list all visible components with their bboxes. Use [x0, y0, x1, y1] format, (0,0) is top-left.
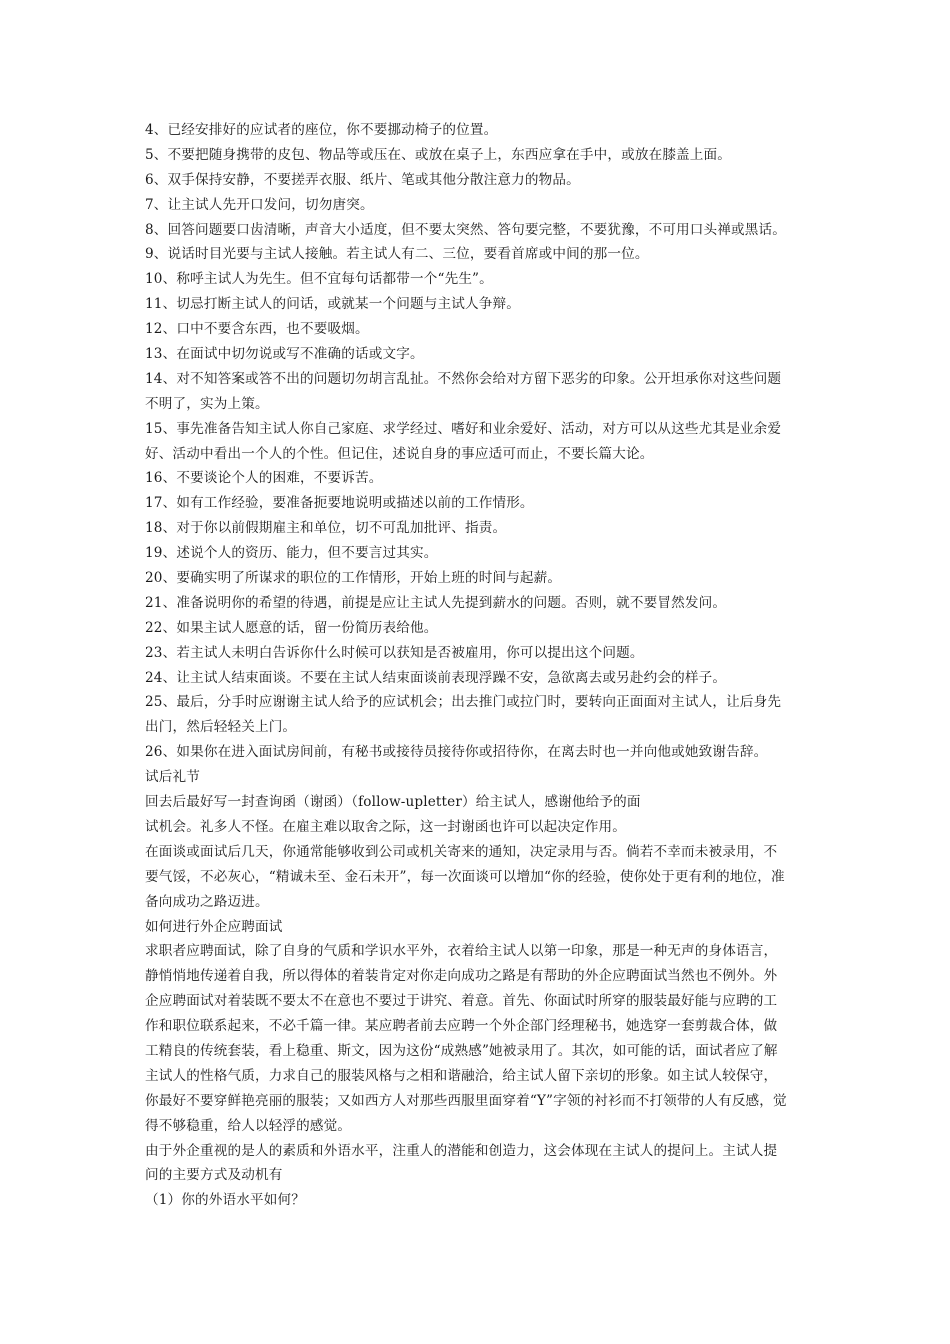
text-line: 12、口中不要含东西，也不要吸烟。 — [145, 321, 369, 338]
text-line: 在面谈或面试后几天，你通常能够收到公司或机关寄来的通知，决定录用与否。倘若不幸而未被录用，不 — [145, 843, 778, 860]
text-line: 10、称呼主试人为先生。但不宜每句话都带一个“先生”。 — [145, 271, 493, 288]
document-page — [145, 118, 809, 1213]
text-line: 19、述说个人的资历、能力，但不要言过其实。 — [145, 545, 438, 562]
text-line: 要气馁，不必灰心，“精诚未至、金石未开”，每一次面谈可以增加“你的经验，使你处于更有利的地位，准 — [145, 868, 785, 885]
text-line: 你最好不要穿鲜艳亮丽的服装；又如西方人对那些西服里面穿着“Y”字领的衬衫而不打领带的人有反感，觉 — [145, 1092, 787, 1109]
text-line: 13、在面试中切勿说或写不准确的话或文字。 — [145, 346, 424, 363]
text-line: 好、活动中看出一个人的个性。但记住，述说自身的事应适可而止，不要长篇大论。 — [145, 445, 654, 462]
text-line: 回去后最好写一封查询函（谢函）（follow-upletter）给主试人，感谢他给予的面 — [145, 794, 641, 811]
text-line: 主试人的性格气质，力求自己的服装风格与之相和谐融洽，给主试人留下亲切的形象。如主试人较保守， — [145, 1067, 778, 1084]
text-line: 15、事先准备告知主试人你自己家庭、求学经过、嗜好和业余爱好、活动，对方可以从这些尤其是业余爱 — [145, 420, 782, 437]
text-line: 得不够稳重，给人以轻浮的感觉。 — [145, 1117, 352, 1134]
text-line: 不明了，实为上策。 — [145, 395, 269, 412]
text-line: 23、若主试人未明白告诉你什么时候可以获知是否被雇用，你可以提出这个问题。 — [145, 644, 644, 661]
text-line: 问的主要方式及动机有 — [145, 1167, 283, 1184]
text-line: 试机会。礼多人不怪。在雇主难以取舍之际，这一封谢函也许可以起决定作用。 — [145, 818, 627, 835]
text-line: 出门，然后轻轻关上门。 — [145, 719, 297, 736]
text-line: 24、让主试人结束面谈。不要在主试人结束面谈前表现浮躁不安，急欲离去或另赴约会的样子。 — [145, 669, 727, 686]
text-line: 5、不要把随身携带的皮包、物品等或压在、或放在桌子上，东西应拿在手中，或放在膝盖上面。 — [145, 146, 732, 163]
text-line: 17、如有工作经验，要准备扼要地说明或描述以前的工作情形。 — [145, 495, 534, 512]
text-line: 11、切忌打断主试人的问话，或就某一个问题与主试人争辩。 — [145, 296, 520, 313]
section-heading: 如何进行外企应聘面试 — [145, 918, 283, 935]
text-line: 22、如果主试人愿意的话，留一份简历表给他。 — [145, 619, 438, 636]
text-line: 20、要确实明了所谋求的职位的工作情形，开始上班的时间与起薪。 — [145, 570, 562, 587]
text-line: 6、双手保持安静，不要搓弄衣服、纸片、笔或其他分散注意力的物品。 — [145, 171, 580, 188]
text-line: 14、对不知答案或答不出的问题切勿胡言乱扯。不然你会给对方留下恶劣的印象。公开坦承你对这些问题 — [145, 370, 782, 387]
text-line: 作和职位联系起来，不必千篇一律。某应聘者前去应聘一个外企部门经理秘书，她选穿一套剪裁合体，做 — [145, 1018, 778, 1035]
section-heading: 试后礼节 — [145, 769, 200, 786]
text-line: 备向成功之路迈进。 — [145, 893, 269, 910]
text-line: 静悄悄地传递着自我，所以得体的着装肯定对你走向成功之路是有帮助的外企应聘面试当然也不例外。外 — [145, 968, 778, 985]
text-line: 18、对于你以前假期雇主和单位，切不可乱加批评、指责。 — [145, 520, 507, 537]
text-line: 4、已经安排好的应试者的座位，你不要挪动椅子的位置。 — [145, 122, 498, 138]
text-line: 25、最后，分手时应谢谢主试人给予的应试机会；出去推门或拉门时，要转向正面面对主试人，让后身先 — [145, 694, 782, 711]
text-line: 21、准备说明你的希望的待遇，前提是应让主试人先提到薪水的问题。否则，就不要冒然发问。 — [145, 594, 727, 611]
text-line: 求职者应聘面试，除了自身的气质和学识水平外，衣着给主试人以第一印象，那是一种无声的身体语言， — [145, 943, 778, 960]
text-line: 7、让主试人先开口发问，切勿唐突。 — [145, 196, 374, 213]
text-line: 工精良的传统套装，看上稳重、斯文，因为这份“成熟感”她被录用了。其次，如可能的话，面试者应了解 — [145, 1042, 778, 1059]
text-line: 企应聘面试对着装既不要太不在意也不要过于讲究、着意。首先、你面试时所穿的服装最好能与应聘的工 — [145, 993, 778, 1010]
text-line: 8、回答问题要口齿清晰，声音大小适度，但不要太突然、答句要完整，不要犹豫，不可用口头禅或黑话。 — [145, 221, 787, 238]
text-line: 9、说话时目光要与主试人接触。若主试人有二、三位，要看首席或中间的那一位。 — [145, 246, 649, 263]
text-line: （1）你的外语水平如何？ — [145, 1192, 305, 1209]
text-line: 由于外企重视的是人的素质和外语水平，注重人的潜能和创造力，这会体现在主试人的提问上。主试人提 — [145, 1142, 778, 1159]
text-line: 26、如果你在进入面试房间前，有秘书或接待员接待你或招待你，在离去时也一并向他或她致谢告辞。 — [145, 744, 768, 761]
text-line: 16、不要谈论个人的困难，不要诉苦。 — [145, 470, 383, 487]
